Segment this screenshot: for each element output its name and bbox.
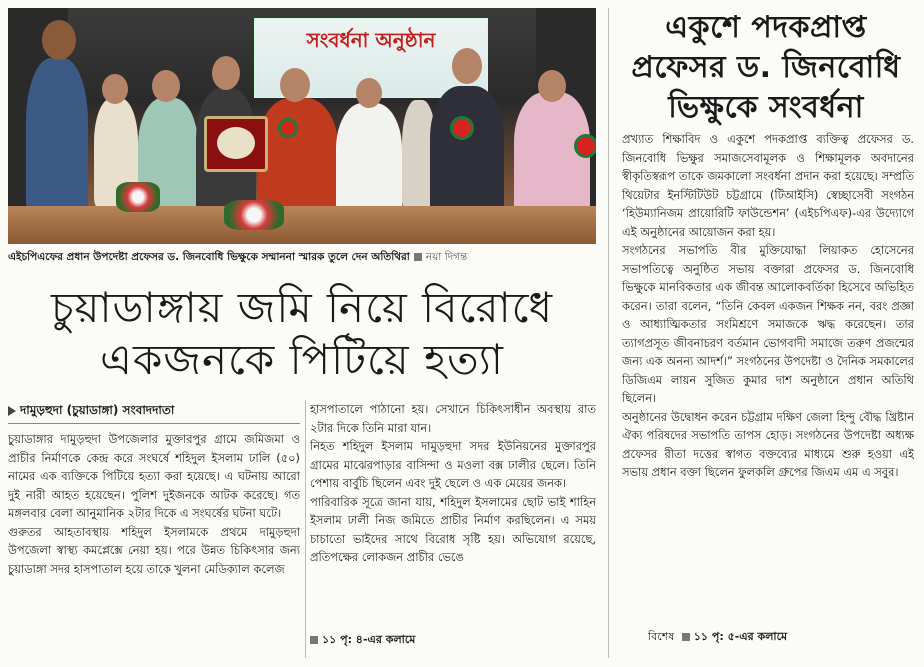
main-headline-line1: চুয়াডাঙ্গায় জমি নিয়ে বিরোধে (50, 283, 554, 332)
stage-table (8, 206, 596, 244)
main-headline-line2: একজনকে পিটিয়ে হত্যা (100, 335, 504, 384)
rosette-badge (278, 118, 298, 138)
byline (8, 402, 298, 422)
award-plaque (204, 116, 268, 172)
person-head (102, 74, 128, 104)
person-head (152, 70, 180, 102)
side-headline: একুশে পদকপ্রাপ্ত প্রফেসর ড. জিনবোধি ভিক্ষুকে সংবর্ধনা (631, 10, 901, 125)
person-young-man (26, 58, 88, 218)
side-article-continuation (648, 628, 787, 647)
flower-bouquet (116, 182, 160, 212)
main-article-column-1: চুয়াডাঙ্গার দামুড়হুদা উপজেলার মুক্তারপুর গ্রামে জমিজমা ও প্রাচীর নির্মাণকে কেন্দ্র করে সংঘর্ষে শহিদুল ইসলাম ঢালি (৫০) নামের এক ব্যক্তিকে পিটিয়ে হত্যা করা হয়েছে। এ ঘটনায় আরো দুই নারী আহত হয়েছেন। পুলিশ দুইজনকে আটক করেছে। গত মঙ্গলবার বেলা আনুমানিক ২টার দিকে এ সংঘর্ষের ঘটনা ঘটে। গুরুতর আহতাবস্থায় শহিদুল ইসলামকে প্রথমে দামুড়হুদা উপজেলা স্বাস্থ্য কমপ্লেক্সে নেয়া হয়। পরে উন্নত চিকিৎসার জন্য চুয়াডাঙ্গা সদর হাসপাতাল হয়ে তাকে খুলনা মেডিক্যাল কলেজ (8, 432, 300, 576)
event-photo (8, 8, 596, 244)
square-bullet-icon (682, 633, 690, 641)
column-divider (305, 400, 306, 658)
main-jump-text: ১১ পৃ: ৪-এর কলামে (322, 633, 416, 646)
byline-text: দামুড়হুদা (চুয়াডাঙ্গা) সংবাদদাতা (20, 403, 175, 417)
person-head (538, 70, 566, 102)
side-jump-text: ১১ পৃ: ৫-এর কলামে (693, 630, 788, 643)
person-head (212, 56, 240, 90)
person-head (356, 78, 382, 108)
person-guest (336, 103, 402, 218)
main-article-continuation (310, 631, 415, 650)
caption-text: এইচপিএফের প্রধান উপদেষ্টা প্রফেসর ড. জিনবোধি ভিক্ষুকে সম্মাননা স্মারক তুলে দেন অতিথিরা (8, 251, 410, 263)
photo-banner-text: সংবর্ধনা অনুষ্ঠান (306, 28, 436, 52)
flower-bouquet (224, 200, 284, 230)
rosette-badge (574, 134, 596, 158)
person-head (42, 20, 76, 60)
person-head (452, 48, 482, 84)
byline-divider (8, 423, 300, 424)
square-bullet-icon (310, 636, 318, 644)
main-article-column-2: হাসপাতালে পাঠানো হয়। সেখানে চিকিৎসাধীন অবস্থায় রাত ২টার দিকে তিনি মারা যান। নিহত শহিদুল ইসলাম দামুড়হুদা সদর ইউনিয়নের মুক্তারপুর গ্রামের মাঝেরপাড়ার বাসিন্দা ও মওলা বক্স ঢালীর ছেলে। তিনি পেশায় বার্বুচি ছিলেন এবং দুই ছেলে ও এক মেয়ের জনক। পারিবারিক সূত্রে জানা যায়, শহিদুল ইসলামের ছোট ভাই শাহিন ইসলাম ঢালী নিজ জমিতে প্রাচীর নির্মাণ করছিলেন। এ সময় চাচাতো ভাইদের সাথে বিরোধ সৃষ্টি হয়। অভিযোগ রয়েছে, প্রতিপক্ষের লোকজন প্রাচীর ভেঙে (310, 402, 596, 564)
rosette-badge (450, 116, 474, 140)
section-divider (608, 8, 609, 658)
caption-source: নয়া দিগন্ত (425, 251, 468, 263)
triangle-bullet-icon (8, 406, 16, 416)
person-guest (430, 86, 504, 216)
side-article-body: প্রখ্যাত শিক্ষাবিদ ও একুশে পদকপ্রাপ্ত ব্যক্তিত্ব প্রফেসর ড. জিনবোধি ভিক্ষুর সমাজসেবামূলক ও শিক্ষামূলক অবদানের স্বীকৃতিস্বরূপ তাকে জমকালো সংবর্ধনা প্রদান করা হয়েছে। সম্প্রতি থিয়েটার ইনস্টিটিউট চট্টগ্রামে (টিআইসি) স্বেচ্ছাসেবী সংগঠন ‘হিউম্যানিজম প্রায়োরিটি ফাউন্ডেশন’ (এইচপিএফ)-এর উদ্যোগে এই অনুষ্ঠানের আয়োজন করা হয়। সংগঠনের সভাপতি বীর মুক্তিযোদ্ধা লিয়াকত হোসেনের সভাপতিত্বে অনুষ্ঠিত সভায় বক্তারা প্রফেসর ড. জিনবোধি ভিক্ষুকে মানবিকতার এক জীবন্ত আলোকবর্তিকা হিসেবে অভিহিত করেন। তারা বলেন, “তিনি কেবল একজন শিক্ষক নন, বরং প্রজ্ঞা ও আধ্যাত্মিকতার সংমিশ্রণে সমাজকে ঋদ্ধ করেছেন। তার ত্যাগপ্রসূত জীবনাচরণ বর্তমান ভোগবাদী সমাজে তরুণ প্রজন্মের জন্য এক অনন্য আদর্শ।” সংগঠনের উপদেষ্টা ও দৈনিক সমকালের ডিজিএম লায়ন সুজিত কুমার দাশ অনুষ্ঠানে প্রধান অতিথি ছিলেন। অনুষ্ঠানের উদ্বোধন করেন চট্টগ্রাম দক্ষিণ জেলা হিন্দু বৌদ্ধ খ্রিষ্টান ঐক্য পরিষদের সভাপতি তাপস হোড়। সংগঠনের উপদেষ্টা অধ্যক্ষ প্রফেসর রীতা দত্তের স্বাগত বক্তব্যের মাধ্যমে শুরু হওয়া এই সভায় প্রধান বক্তা ছিলেন ফুলকলি গ্রুপের জিএম এম এ সবুর। (622, 132, 914, 479)
side-jump-lead: বিশেষ (648, 630, 675, 643)
square-bullet-icon (414, 253, 422, 261)
photo-caption (8, 248, 596, 266)
person-head (280, 68, 310, 102)
main-headline (8, 282, 596, 386)
